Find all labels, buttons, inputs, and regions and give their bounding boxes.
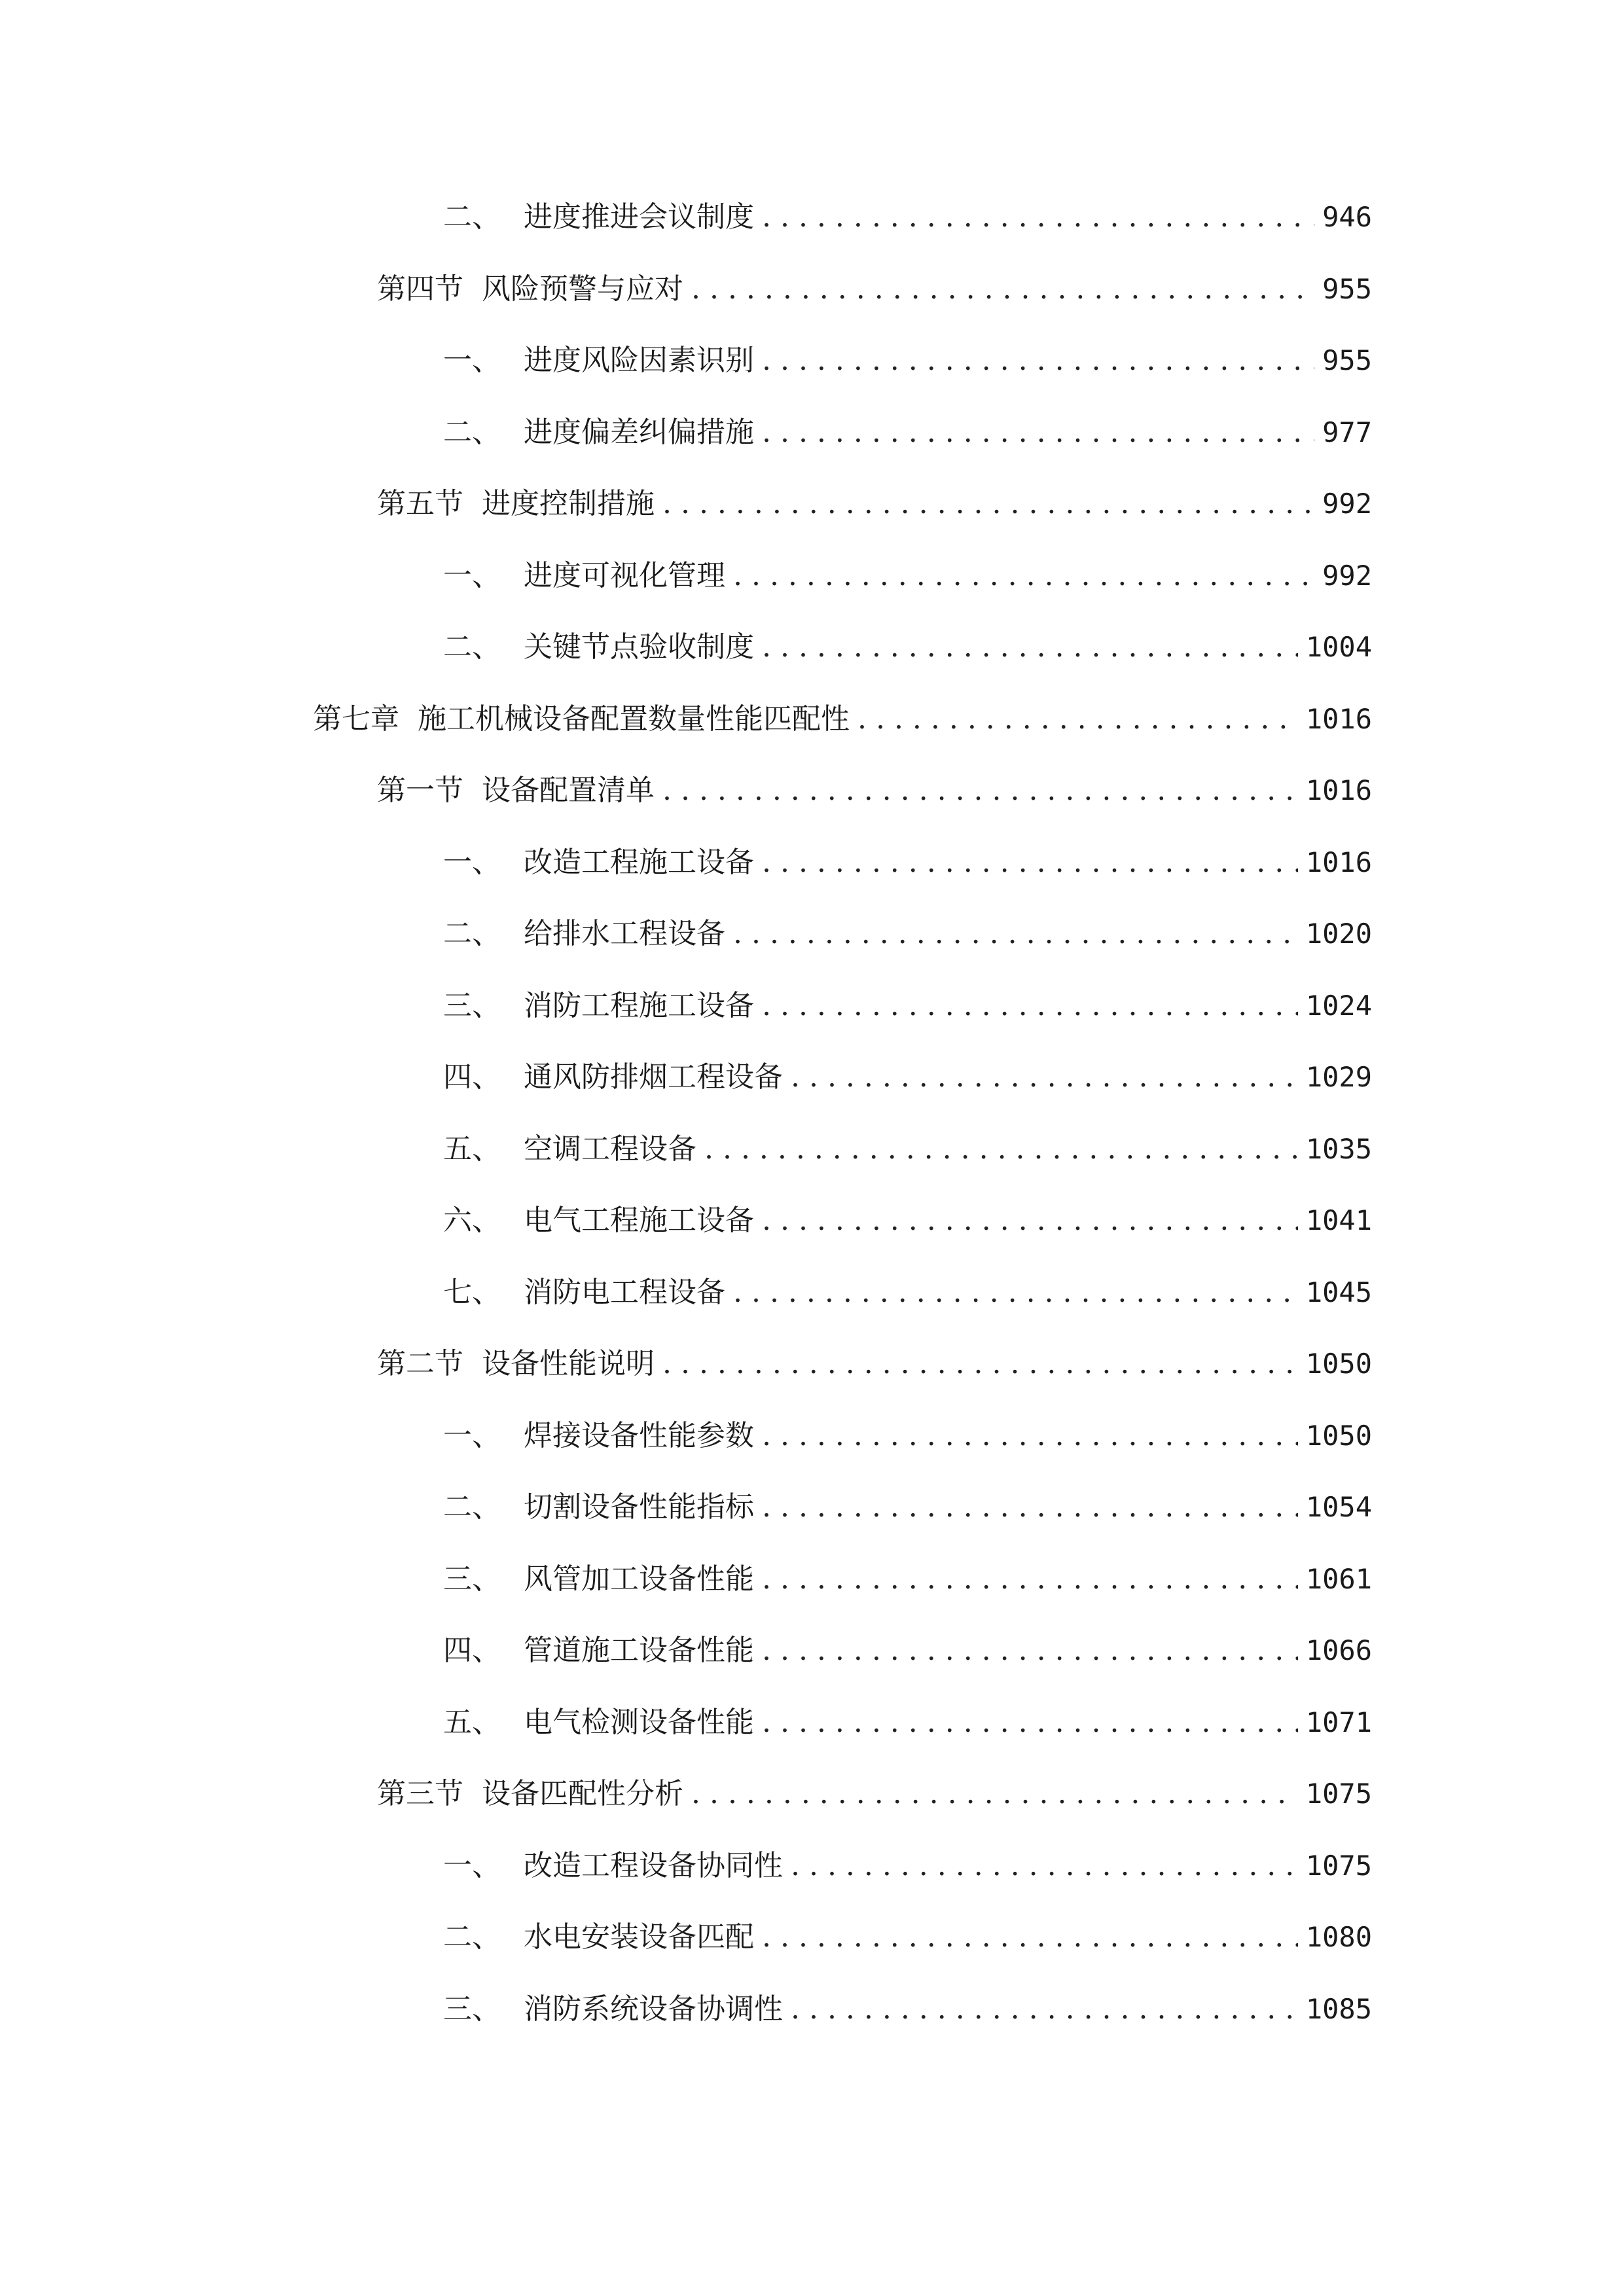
- page-number: 1029: [1305, 1061, 1372, 1093]
- page-number: 1035: [1305, 1133, 1372, 1165]
- toc-entry[interactable]: [377, 263, 1372, 315]
- entry-title: 进度可视化管理: [524, 559, 725, 592]
- entry-number: 五、: [443, 1132, 501, 1166]
- toc-entry[interactable]: [443, 334, 1372, 387]
- dot-leader: [762, 1553, 1298, 1605]
- page-number: 955: [1322, 273, 1372, 305]
- dot-leader: [791, 1051, 1298, 1103]
- entry-number: 四、: [443, 1634, 501, 1667]
- toc-entry[interactable]: [377, 478, 1372, 530]
- dot-leader: [733, 908, 1298, 960]
- page-number: 1054: [1305, 1491, 1372, 1523]
- dot-leader: [762, 1624, 1298, 1677]
- toc-entry[interactable]: [443, 1840, 1372, 1892]
- page-number: 1016: [1305, 774, 1372, 806]
- entry-number: 第七章: [313, 702, 399, 736]
- entry-number: 六、: [443, 1204, 501, 1237]
- entry-title: 消防工程施工设备: [524, 989, 754, 1022]
- dot-leader: [762, 1696, 1298, 1749]
- toc-entry[interactable]: [377, 1768, 1372, 1820]
- entry-number: 三、: [443, 989, 501, 1022]
- entry-number: 一、: [443, 1419, 501, 1452]
- dot-leader: [691, 263, 1314, 315]
- toc-entry[interactable]: [443, 1410, 1372, 1462]
- dot-leader: [762, 1911, 1298, 1964]
- entry-number: 二、: [443, 1490, 501, 1524]
- dot-leader: [762, 1481, 1298, 1534]
- entry-title: 设备性能说明: [482, 1347, 655, 1380]
- toc-entry[interactable]: [377, 764, 1372, 817]
- page-number: 1004: [1305, 631, 1372, 663]
- entry-title: 关键节点验收制度: [524, 630, 754, 664]
- toc-entry[interactable]: [443, 1481, 1372, 1534]
- toc-entry[interactable]: [443, 1123, 1372, 1175]
- page-number: 1061: [1305, 1563, 1372, 1595]
- dot-leader: [662, 478, 1314, 530]
- page-number: 946: [1322, 201, 1372, 233]
- entry-number: 四、: [443, 1060, 501, 1094]
- toc-entry[interactable]: [443, 1624, 1372, 1677]
- toc-entry[interactable]: [443, 550, 1372, 602]
- page-number: 992: [1322, 560, 1372, 592]
- toc-entry[interactable]: [443, 1266, 1372, 1319]
- entry-title: 水电安装设备匹配: [524, 1920, 754, 1954]
- dot-leader: [662, 1338, 1298, 1390]
- dot-leader: [662, 764, 1298, 817]
- page-number: 1041: [1305, 1204, 1372, 1236]
- entry-number: 五、: [443, 1706, 501, 1739]
- entry-number: 一、: [443, 344, 501, 377]
- page-number: 1050: [1305, 1348, 1372, 1380]
- entry-number: 一、: [443, 1849, 501, 1882]
- entry-title: 风险预警与应对: [482, 272, 683, 306]
- dot-leader: [857, 693, 1298, 745]
- dot-leader: [762, 1194, 1298, 1247]
- entry-number: 三、: [443, 1562, 501, 1596]
- entry-number: 一、: [443, 559, 501, 592]
- dot-leader: [704, 1123, 1298, 1175]
- entry-number: 二、: [443, 630, 501, 664]
- entry-title: 设备配置清单: [482, 774, 655, 807]
- entry-title: 进度偏差纠偏措施: [524, 416, 754, 449]
- toc-entry[interactable]: [443, 1553, 1372, 1605]
- dot-leader: [762, 406, 1314, 459]
- entry-number: 第二节: [377, 1347, 463, 1380]
- dot-leader: [762, 836, 1298, 889]
- toc-entry[interactable]: [443, 1983, 1372, 2036]
- entry-title: 进度推进会议制度: [524, 200, 754, 234]
- toc-entry[interactable]: [443, 1696, 1372, 1749]
- toc-entry[interactable]: [443, 1194, 1372, 1247]
- dot-leader: [791, 1840, 1298, 1892]
- entry-number: 第三节: [377, 1777, 463, 1810]
- dot-leader: [733, 550, 1314, 602]
- entry-title: 切割设备性能指标: [524, 1490, 754, 1524]
- entry-number: 二、: [443, 917, 501, 950]
- entry-number: 七、: [443, 1276, 501, 1309]
- page-number: 1066: [1305, 1634, 1372, 1666]
- entry-number: 三、: [443, 1992, 501, 2026]
- entry-title: 管道施工设备性能: [524, 1634, 754, 1667]
- dot-leader: [791, 1983, 1298, 2036]
- dot-leader: [762, 621, 1298, 673]
- entry-title: 电气检测设备性能: [524, 1706, 754, 1739]
- entry-title: 施工机械设备配置数量性能匹配性: [418, 702, 850, 736]
- page-number: 1075: [1305, 1850, 1372, 1882]
- entry-number: 一、: [443, 846, 501, 879]
- entry-number: 二、: [443, 200, 501, 234]
- page-number: 1045: [1305, 1276, 1372, 1308]
- entry-number: 二、: [443, 1920, 501, 1954]
- toc-entry[interactable]: [443, 621, 1372, 673]
- entry-number: 第四节: [377, 272, 463, 306]
- entry-number: 第五节: [377, 487, 463, 520]
- toc-entry[interactable]: [443, 980, 1372, 1032]
- toc-entry[interactable]: [443, 836, 1372, 889]
- entry-title: 通风防排烟工程设备: [524, 1060, 783, 1094]
- page-number: 955: [1322, 344, 1372, 376]
- page-number: 992: [1322, 488, 1372, 520]
- page-number: 1020: [1305, 918, 1372, 950]
- entry-title: 改造工程设备协同性: [524, 1849, 783, 1882]
- toc-entry[interactable]: [443, 1051, 1372, 1103]
- page-number: 1024: [1305, 990, 1372, 1022]
- entry-title: 设备匹配性分析: [482, 1777, 683, 1810]
- entry-title: 改造工程施工设备: [524, 846, 754, 879]
- dot-leader: [762, 191, 1314, 243]
- entry-title: 电气工程施工设备: [524, 1204, 754, 1237]
- page-number: 1050: [1305, 1420, 1372, 1452]
- entry-title: 空调工程设备: [524, 1132, 696, 1166]
- toc-entry[interactable]: [443, 191, 1372, 243]
- dot-leader: [691, 1768, 1298, 1820]
- toc-entry[interactable]: [377, 1338, 1372, 1390]
- toc-entry[interactable]: [313, 693, 1372, 745]
- entry-title: 风管加工设备性能: [524, 1562, 754, 1596]
- entry-title: 消防电工程设备: [524, 1276, 725, 1309]
- page-number: 1071: [1305, 1706, 1372, 1738]
- entry-title: 消防系统设备协调性: [524, 1992, 783, 2026]
- page-number: 1080: [1305, 1921, 1372, 1953]
- toc-entry[interactable]: [443, 406, 1372, 459]
- dot-leader: [762, 1410, 1298, 1462]
- dot-leader: [733, 1266, 1298, 1319]
- entry-title: 给排水工程设备: [524, 917, 725, 950]
- dot-leader: [762, 334, 1314, 387]
- page-number: 1016: [1305, 846, 1372, 878]
- page-number: 1016: [1305, 703, 1372, 735]
- toc-entry[interactable]: [443, 908, 1372, 960]
- entry-title: 进度控制措施: [482, 487, 655, 520]
- dot-leader: [762, 980, 1298, 1032]
- entry-title: 进度风险因素识别: [524, 344, 754, 377]
- page-number: 977: [1322, 416, 1372, 448]
- toc-entry[interactable]: [443, 1911, 1372, 1964]
- entry-title: 焊接设备性能参数: [524, 1419, 754, 1452]
- entry-number: 第一节: [377, 774, 463, 807]
- page-number: 1075: [1305, 1778, 1372, 1810]
- entry-number: 二、: [443, 416, 501, 449]
- page-number: 1085: [1305, 1993, 1372, 2025]
